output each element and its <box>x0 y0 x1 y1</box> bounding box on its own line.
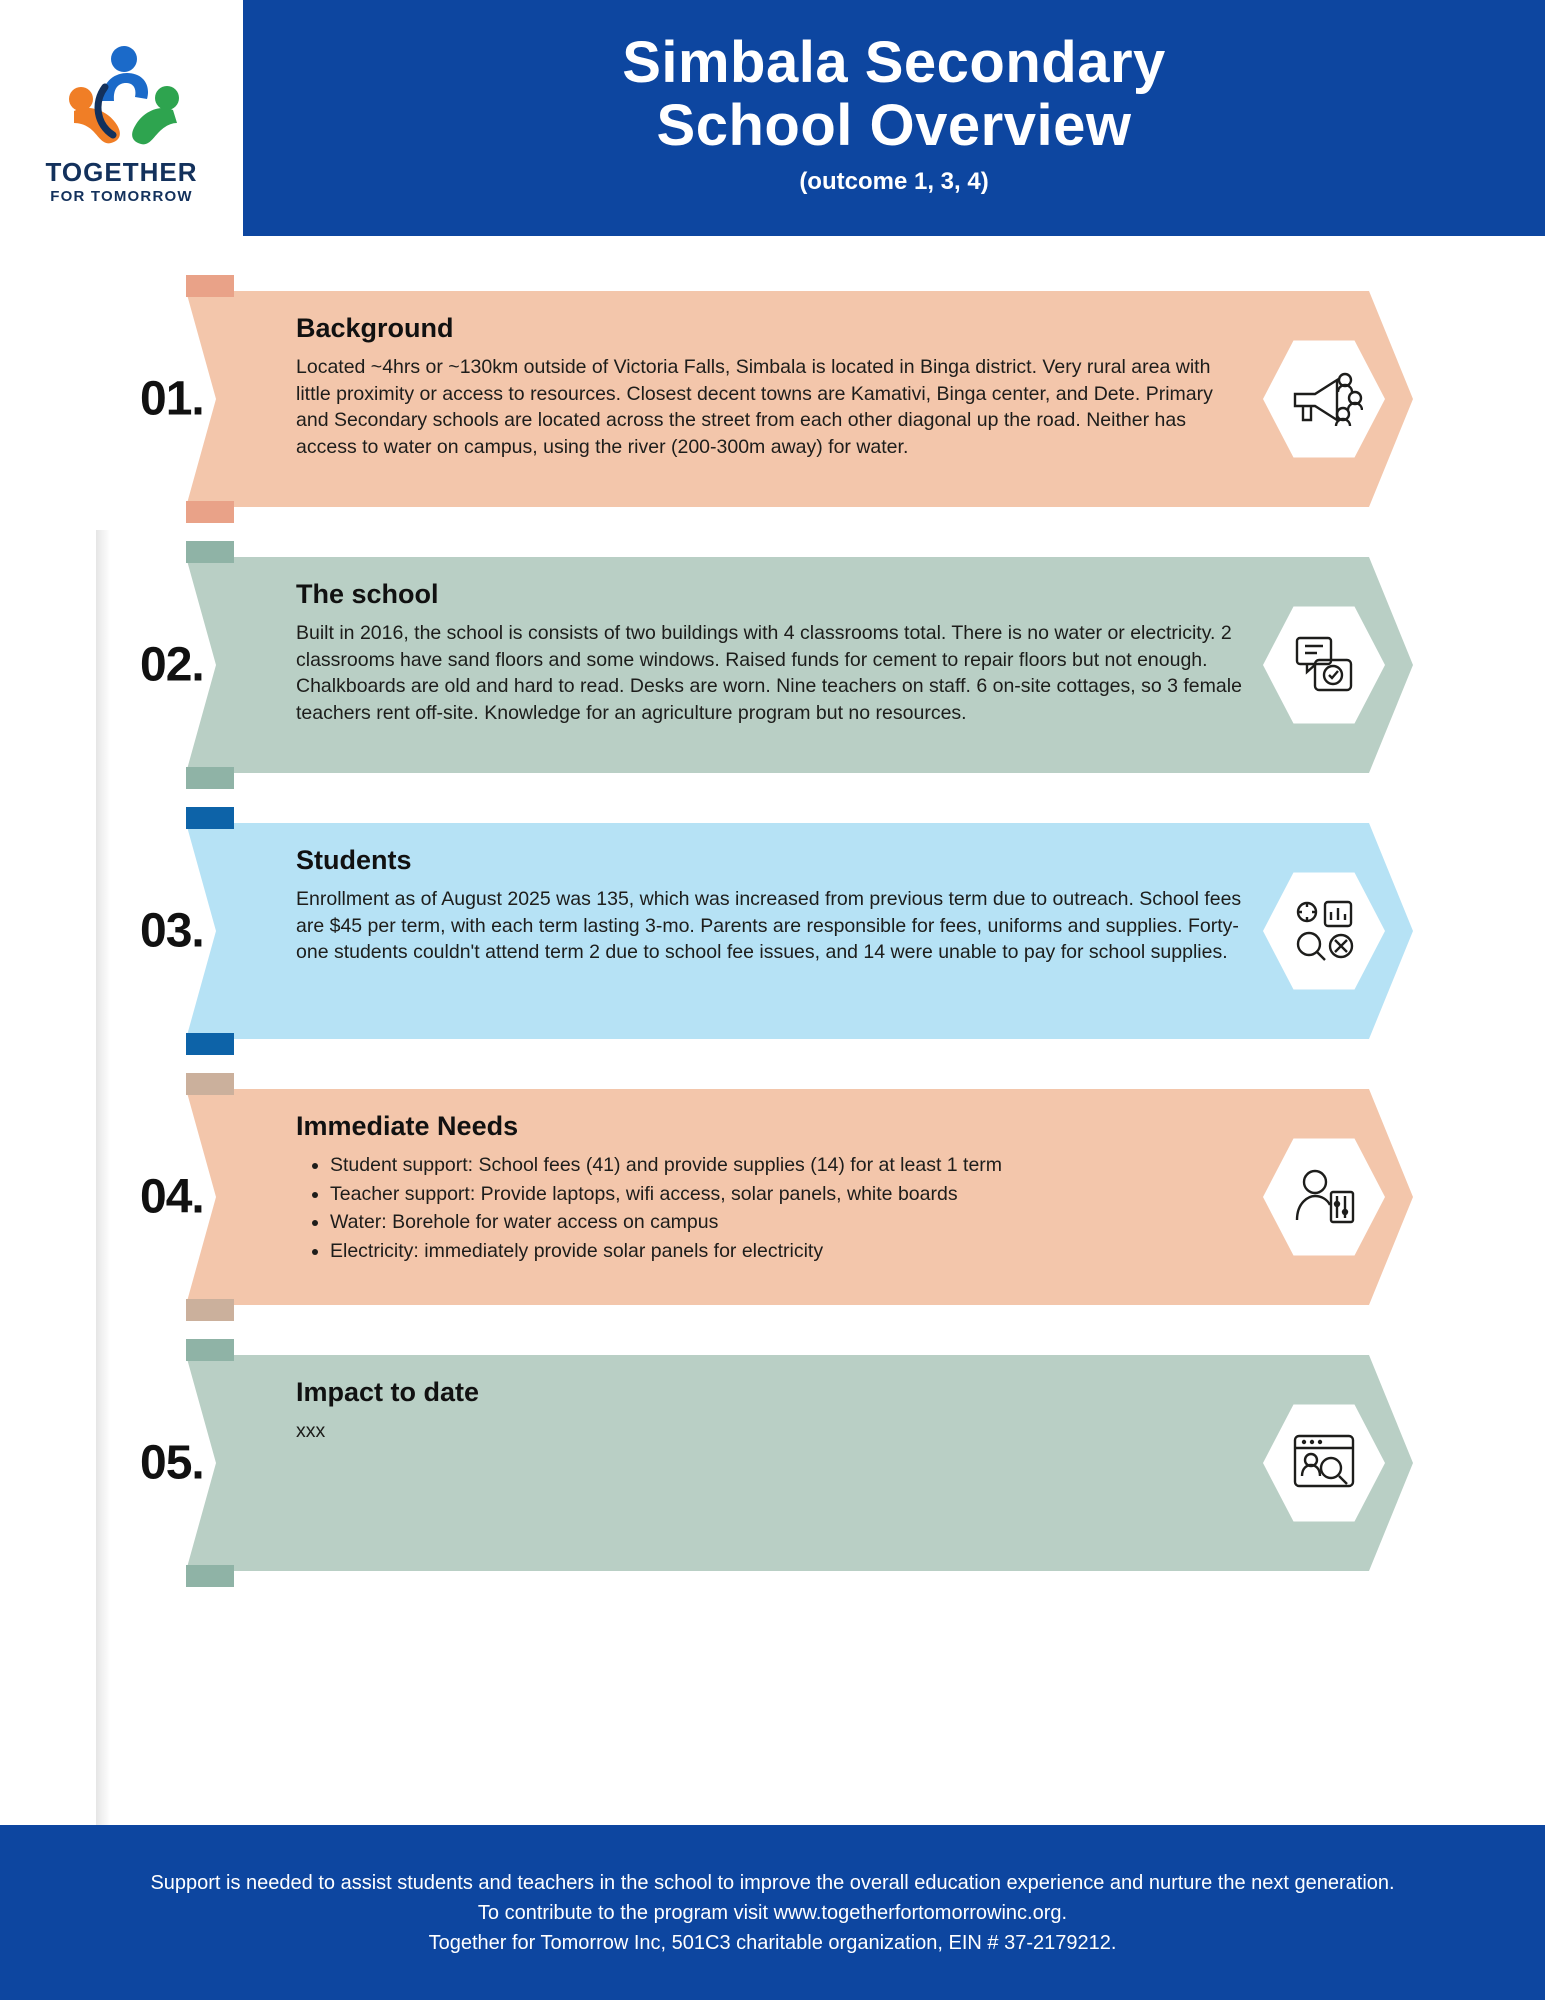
section-title-2: The school <box>296 579 439 609</box>
section-content-3 <box>296 845 1245 966</box>
section-number-5: 05. <box>140 1436 204 1490</box>
section-number-4: 04. <box>140 1170 204 1224</box>
section-tab-bottom-2 <box>186 767 234 789</box>
section-body-4 <box>296 1152 1245 1264</box>
section-content-2 <box>296 579 1245 726</box>
page-title-line2: School Overview <box>656 93 1132 158</box>
header-band <box>243 0 1545 236</box>
section-number-1: 01. <box>140 372 204 426</box>
page-title-line1: Simbala Secondary <box>622 30 1166 96</box>
list-item: • Electricity: immediately provide solar panels for electricity <box>330 1238 1245 1265</box>
section-title-1: Background <box>296 313 454 343</box>
section-tab-bottom-3 <box>186 1033 234 1055</box>
section-tab-top-2 <box>186 541 234 563</box>
section-number-2: 02. <box>140 638 204 692</box>
section-row-4 <box>0 1089 1545 1305</box>
section-tab-top-4 <box>186 1073 234 1095</box>
section-body-1: Located ~4hrs or ~130km outside of Victoria Falls, Simbala is located in Binga district. Very rural area with little proximity or access to resources. Closest decent towns are Kamativi, Binga center, and Dete. Primary and Secondary schools are located across the street from each other diagonal up the road. Neither has access to water on campus, using the river (200-300m away) for water. <box>296 356 1213 458</box>
logo-text-line1: TOGETHER <box>45 157 198 188</box>
section-content-4 <box>296 1111 1245 1266</box>
section-body-5: xxx <box>296 1420 326 1442</box>
footer-line-1: Support is needed to assist students and teachers in the school to improve the overall education experience and nurture the next generation. <box>150 1871 1395 1894</box>
logo <box>0 0 243 236</box>
logo-text-line2: FOR TOMORROW <box>50 187 193 205</box>
section-body-3: Enrollment as of August 2025 was 135, which was increased from previous term due to outreach. School fees are $45 per term, with each term lasting 3-mo. Parents are responsible for fees, uniforms and supplies. Forty-one students couldn't attend term 2 due to school fee issues, and 14 were unable to pay for school supplies. <box>296 888 1242 964</box>
list-item: • Student support: School fees (41) and provide supplies (14) for at least 1 term <box>330 1152 1245 1179</box>
sections-list <box>0 236 1545 1571</box>
section-tab-bottom-5 <box>186 1565 234 1587</box>
section-title-5: Impact to date <box>296 1377 480 1407</box>
section-title-3: Students <box>296 845 412 875</box>
page-header <box>0 0 1545 236</box>
page-subtitle: (outcome 1, 3, 4) <box>799 167 989 195</box>
section-body-2: Built in 2016, the school is consists of two buildings with 4 classrooms total. There is no water or electricity. 2 classrooms have sand floors and some windows. Raised funds for cement to repair floors but not enough. Chalkboards are old and hard to read. Desks are worn. Nine teachers on staff. 6 on-site cottages, so 3 female teachers rent off-site. Knowledge for an agriculture program but no resources. <box>296 622 1242 724</box>
footer-line-3: Together for Tomorrow Inc, 501C3 charitable organization, EIN # 37-2179212. <box>428 1931 1117 1954</box>
section-row-3 <box>0 823 1545 1039</box>
section-tab-bottom-1 <box>186 501 234 523</box>
section-title-4: Immediate Needs <box>296 1111 519 1141</box>
logo-mark-icon <box>47 41 197 153</box>
page-footer <box>0 1825 1545 2000</box>
section-row-1 <box>0 291 1545 507</box>
section-tab-top-1 <box>186 275 234 297</box>
list-item: • Water: Borehole for water access on campus <box>330 1209 1245 1236</box>
section-tab-bottom-4 <box>186 1299 234 1321</box>
section-number-3: 03. <box>140 904 204 958</box>
section-row-5 <box>0 1355 1545 1571</box>
section-tab-top-5 <box>186 1339 234 1361</box>
footer-line-2: To contribute to the program visit www.togetherfortomorrowinc.org. <box>477 1901 1068 1924</box>
section-content-1 <box>296 313 1245 460</box>
section-content-5 <box>296 1377 1245 1445</box>
section-tab-top-3 <box>186 807 234 829</box>
immediate-needs-list <box>296 1152 1245 1264</box>
list-item: • Teacher support: Provide laptops, wifi access, solar panels, white boards <box>330 1181 1245 1208</box>
section-row-2 <box>0 557 1545 773</box>
